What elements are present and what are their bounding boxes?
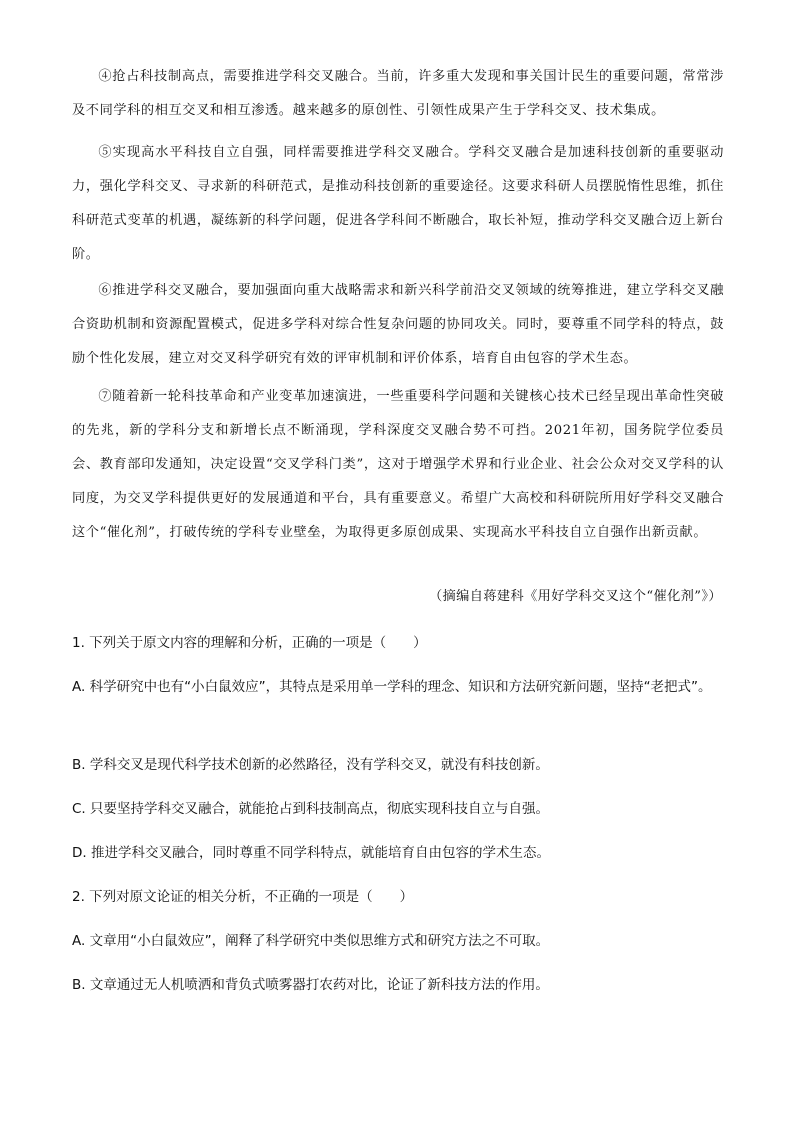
question-2-option-a: A. 文章用“小白鼠效应”，阐释了科学研究中类似思维方式和研究方法之不可取。 xyxy=(72,933,550,949)
question-1-stem: 1. 下列关于原文内容的理解和分析，正确的一项是（ ） xyxy=(72,635,427,651)
question-1-option-a: A. 科学研究中也有“小白鼠效应”，其特点是采用单一学科的理念、知识和方法研究新问题，坚持“老把式”。 xyxy=(72,679,712,695)
passage-paragraph-6: ⑥推进学科交叉融合，要加强面向重大战略需求和新兴科学前沿交叉领域的统筹推进，建立学科交叉融合资助机制和资源配置模式，促进多学科对综合性复杂问题的协同攻关。同时，要尊重不同学科的特点，鼓励个性化发展，建立对交叉科学研究有效的评审机制和评价体系，培育自由包容的学术生态。 xyxy=(72,283,724,366)
question-2-option-b: B. 文章通过无人机喷洒和背负式喷雾器打农药对比，论证了新科技方法的作用。 xyxy=(72,977,549,993)
question-2-stem: 2. 下列对原文论证的相关分析，不正确的一项是（ ） xyxy=(72,889,414,905)
passage-paragraph-5: ⑤实现高水平科技自立自强，同样需要推进学科交叉融合。学科交叉融合是加速科技创新的重要驱动力，强化学科交叉、寻求新的科研范式，是推动科技创新的重要途径。这要求科研人员摆脱惰性思维，抓住科研范式变革的机遇，凝练新的科学问题，促进各学科间不断融合，取长补短，推动学科交叉融合迈上新台阶。 xyxy=(72,145,724,262)
question-1-option-c: C. 只要坚持学科交叉融合，就能抢占到科技制高点，彻底实现科技自立与自强。 xyxy=(72,801,550,817)
question-1-option-b: B. 学科交叉是现代科学技术创新的必然路径，没有学科交叉，就没有科技创新。 xyxy=(72,757,549,773)
passage-paragraph-4: ④抢占科技制高点，需要推进学科交叉融合。当前，许多重大发现和事关国计民生的重要问题，常常涉及不同学科的相互交叉和相互渗透。越来越多的原创性、引领性成果产生于学科交叉、技术集成。 xyxy=(72,69,724,118)
question-1-option-d: D. 推进学科交叉融合，同时尊重不同学科特点，就能培育自由包容的学术生态。 xyxy=(72,845,550,861)
source-citation: （摘编自蒋建科《用好学科交叉这个“催化剂”》） xyxy=(428,589,722,604)
passage-paragraph-7: ⑦随着新一轮科技革命和产业变革加速演进，一些重要科学问题和关键核心技术已经呈现出革命性突破的先兆，新的学科分支和新增长点不断涌现，学科深度交叉融合势不可挡。2021年初，国务院学位委员会、教育部印发通知，决定设置“交叉学科门类”，这对于增强学术界和行业企业、社会公众对交叉学科的认同度，为交叉学科提供更好的发展通道和平台，具有重要意义。希望广大高校和科研院所用好学科交叉融合这个“催化剂”，打破传统的学科专业壁垒，为取得更多原创成果、实现高水平科技自立自强作出新贡献。 xyxy=(72,389,724,540)
